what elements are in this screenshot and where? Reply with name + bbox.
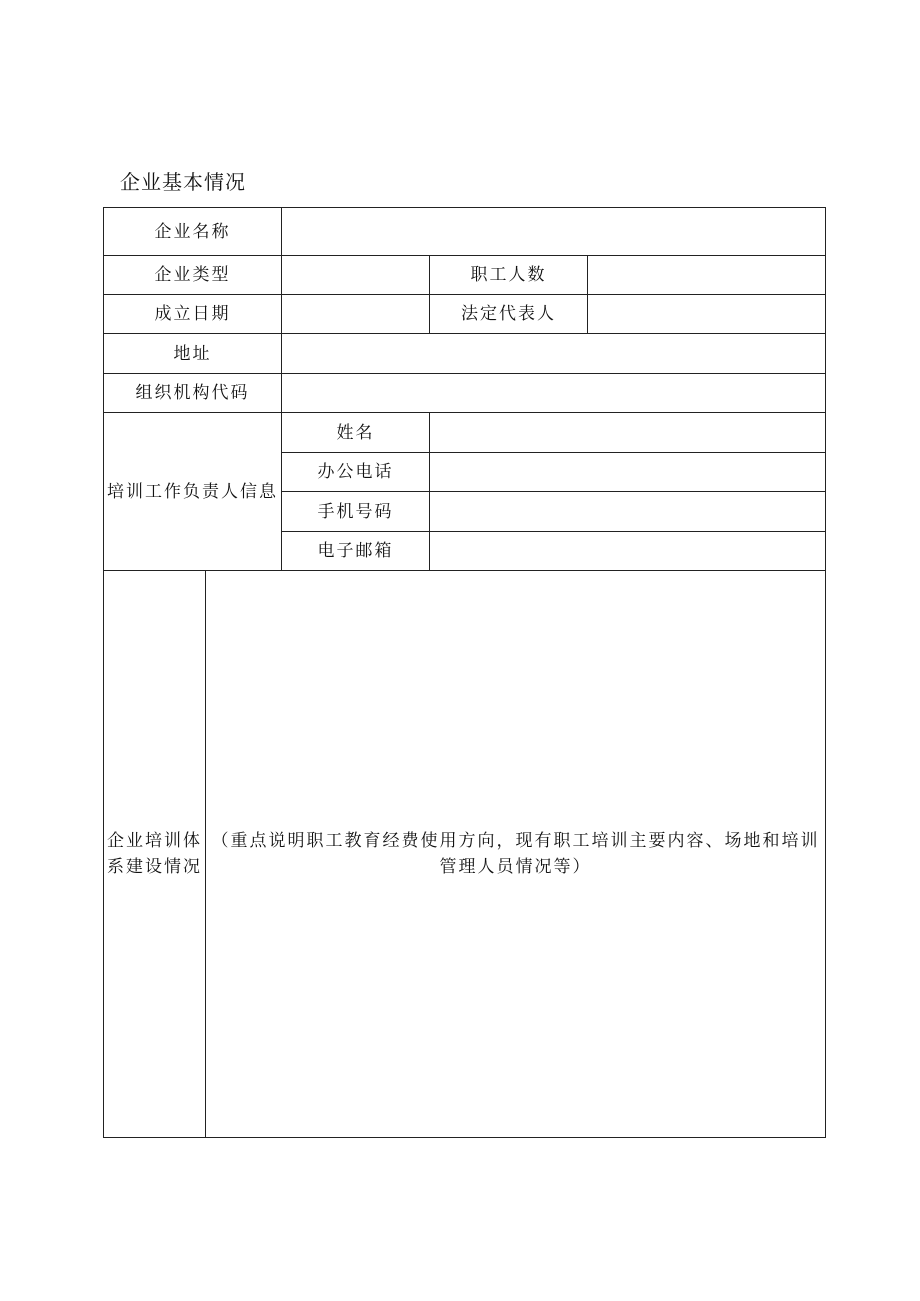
training-system-label: 企业培训体系建设情况 [104,571,206,1138]
company-type-label: 企业类型 [104,256,282,295]
row-company-type [104,256,826,295]
row-contact-name [104,413,826,453]
email-field[interactable] [430,532,826,571]
company-name-field[interactable] [282,208,826,256]
page-title: 企业基本情况 [120,170,246,194]
company-type-field[interactable] [282,256,430,295]
office-phone-label: 办公电话 [282,453,430,492]
mobile-field[interactable] [430,492,826,532]
address-label: 地址 [104,334,282,374]
company-name-label: 企业名称 [104,208,282,256]
company-info-form [103,207,826,1138]
employee-count-label: 职工人数 [430,256,588,295]
contact-group-label: 培训工作负责人信息 [104,413,282,571]
mobile-label: 手机号码 [282,492,430,532]
email-label: 电子邮箱 [282,532,430,571]
office-phone-field[interactable] [430,453,826,492]
contact-name-label: 姓名 [282,413,430,453]
row-training-system [104,571,826,1138]
address-field[interactable] [282,334,826,374]
org-code-field[interactable] [282,374,826,413]
employee-count-field[interactable] [588,256,826,295]
legal-rep-field[interactable] [588,295,826,334]
training-system-field[interactable] [206,571,826,1138]
legal-rep-label: 法定代表人 [430,295,588,334]
training-system-hint: （重点说明职工教育经费使用方向，现有职工培训主要内容、场地和培训管理人员情况等） [211,831,820,877]
row-company-name [104,208,826,256]
org-code-label: 组织机构代码 [104,374,282,413]
row-address [104,334,826,374]
established-date-label: 成立日期 [104,295,282,334]
contact-name-field[interactable] [430,413,826,453]
row-established-date [104,295,826,334]
row-org-code [104,374,826,413]
established-date-field[interactable] [282,295,430,334]
